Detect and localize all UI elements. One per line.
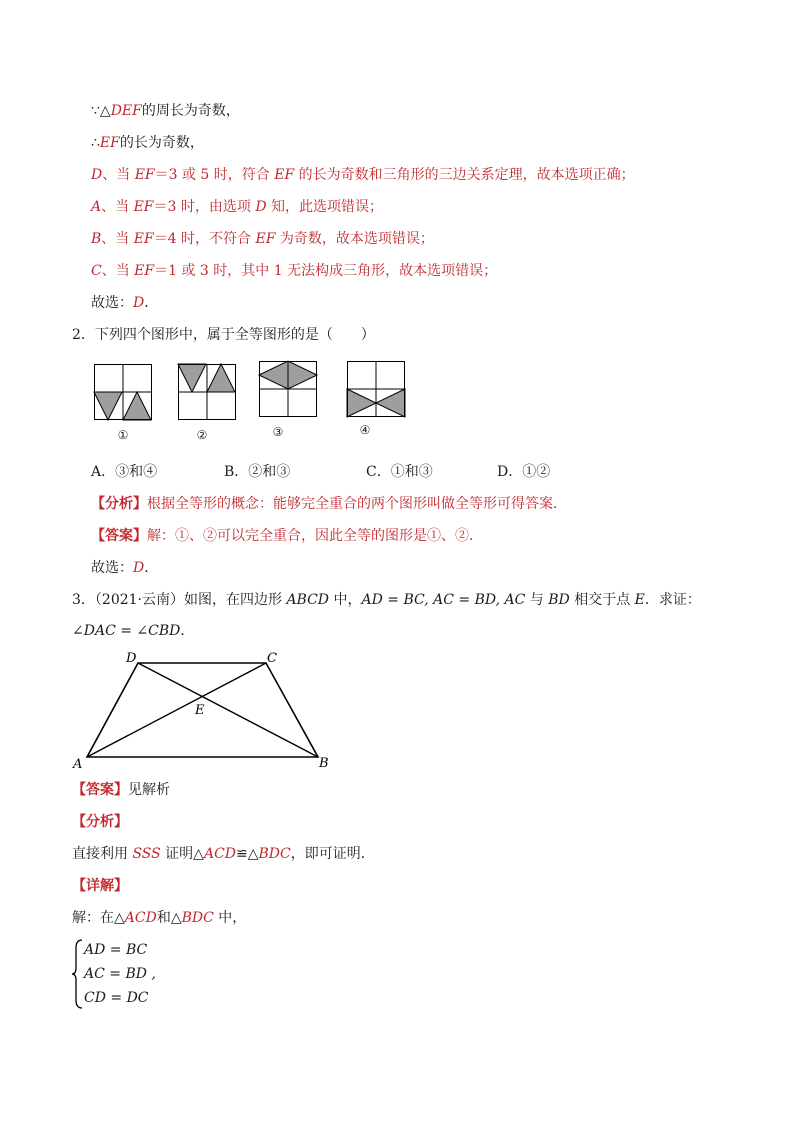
shaded-triangle (123, 392, 151, 420)
diagonal-bd (138, 663, 318, 757)
q3-answer: 【答案】见解析 (72, 782, 170, 798)
shaded-triangle (347, 389, 376, 417)
point-label-e: E (195, 703, 205, 718)
reason-line-1: ∵△DEF的周长为奇数， (91, 103, 240, 119)
q2-option-d[interactable]: D．①② (497, 464, 551, 480)
diagonal-ac (87, 663, 266, 757)
point-label-a: A (73, 757, 83, 772)
reason-line-4: A、当 EF＝3 时，由选项 D 知，此选项错误； (91, 199, 384, 215)
q3-analysis-tag: 【分析】 (72, 814, 128, 830)
point-label-d: D (126, 651, 137, 666)
reason-line-2: ∴EF的长为奇数， (91, 135, 204, 151)
equation-system (84, 938, 156, 1010)
shaded-triangle (376, 389, 405, 417)
q2-figure-4 (347, 361, 405, 417)
q3-stem-line2: ∠DAC = ∠CBD． (72, 623, 195, 639)
point-label-c: C (267, 651, 277, 666)
therefore-symbol: ∴ (91, 135, 100, 151)
q3-quadrilateral-figure (70, 650, 340, 775)
because-symbol: ∵△ (91, 103, 111, 119)
q3-detail-tag: 【详解】 (72, 878, 128, 894)
reason-line-3: D、当 EF＝3 或 5 时，符合 EF 的长为奇数和三角形的三边关系定理，故本选项正确； (91, 167, 635, 183)
q3-stem: 3．（2021·云南）如图，在四边形 ABCD 中，AD = BC, AC = BD, AC 与 BD 相交于点 E．求证： (72, 592, 701, 608)
q2-analysis: 【分析】根据全等形的概念：能够完全重合的两个图形叫做全等形可得答案． (91, 496, 567, 512)
shaded-triangle (178, 364, 206, 392)
q2-figure-3 (259, 361, 317, 417)
equation-row: AC = BD , (84, 966, 156, 982)
shaded-triangle (207, 364, 235, 392)
q2-option-a[interactable]: A．③和④ (91, 464, 158, 480)
q2-label-1: ① (117, 428, 129, 442)
q2-label-4: ④ (359, 423, 371, 437)
left-brace-icon (72, 938, 84, 1010)
q2-label-2: ② (196, 428, 208, 442)
equation-row: AD = BC (84, 942, 148, 958)
q2-stem: 2．下列四个图形中，属于全等图形的是（ ） (72, 327, 375, 343)
reason-line-5: B、当 EF＝4 时，不符合 EF 为奇数，故本选项错误； (91, 231, 434, 247)
q2-figure-2 (178, 364, 236, 420)
q3-detail: 解：在△ACD和△BDC 中， (72, 910, 247, 926)
reason-line-7: 故选：D． (91, 295, 159, 311)
shaded-triangle (94, 392, 122, 420)
q2-label-3: ③ (272, 425, 284, 439)
reason-line-6: C、当 EF＝1 或 3 时，其中 1 无法构成三角形，故本选项错误； (91, 263, 498, 279)
equation-row: CD = DC (84, 990, 149, 1006)
var-def: DEF (110, 103, 142, 119)
q2-answer: 【答案】解：①、②可以完全重合，因此全等的图形是①、②． (91, 528, 483, 544)
q2-figure-1 (94, 364, 152, 420)
point-label-b: B (319, 756, 329, 771)
q2-option-b[interactable]: B．②和③ (224, 464, 291, 480)
q2-option-c[interactable]: C．①和③ (366, 464, 433, 480)
q3-analysis: 直接利用 SSS 证明△ACD≌△BDC，即可证明． (72, 846, 375, 862)
q2-choice: 故选：D． (91, 560, 159, 576)
